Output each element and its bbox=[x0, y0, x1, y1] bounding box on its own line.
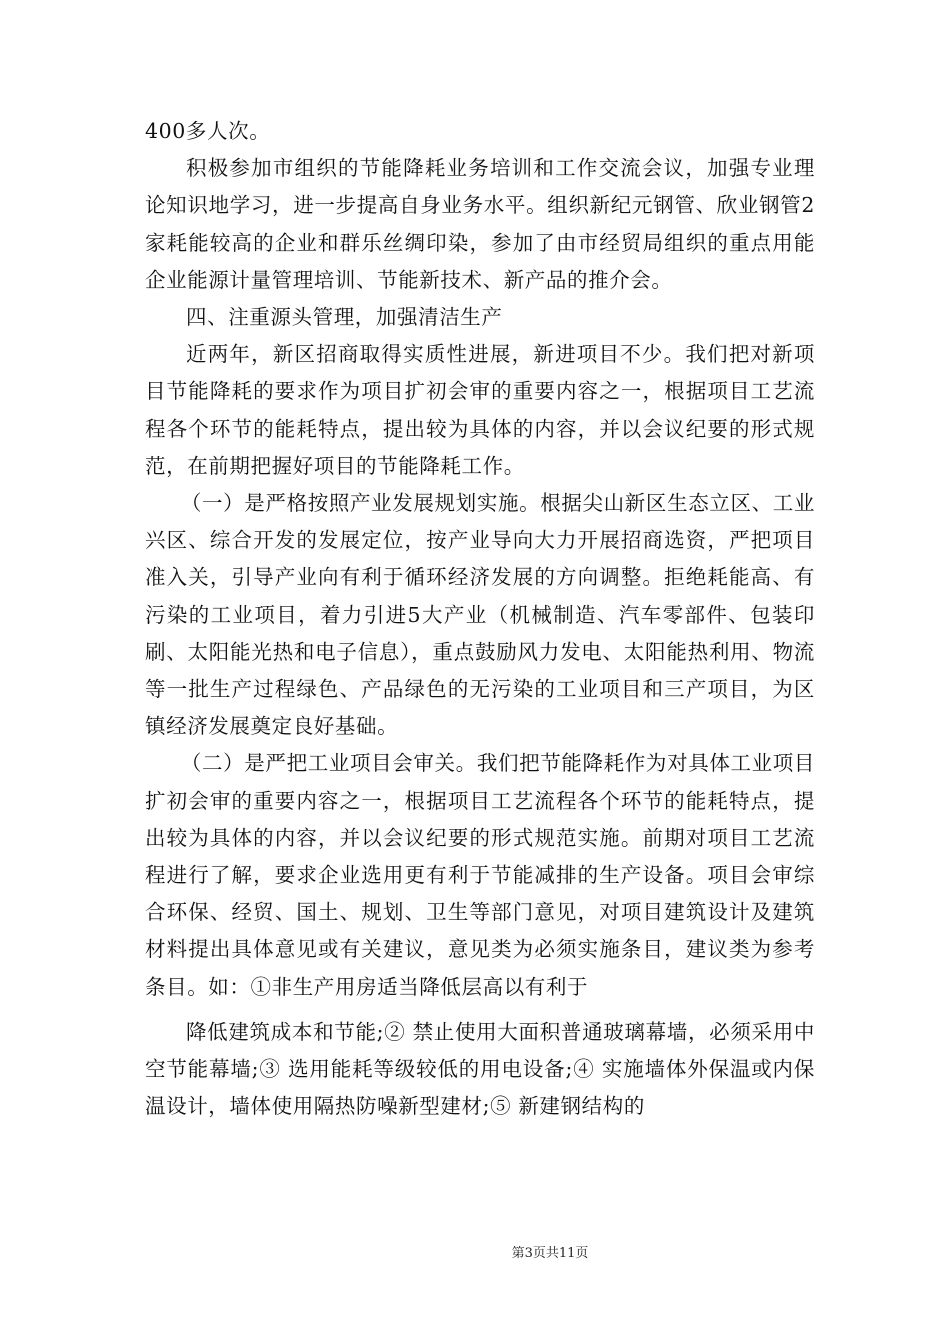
document-body bbox=[145, 113, 815, 1125]
paragraph-training: 积极参加市组织的节能降耗业务培训和工作交流会议，加强专业理论知识地学习，进一步提高自身业务水平。组织新纪元钢管、欣业钢管2家耗能较高的企业和群乐丝绸印染，参加了由市经贸局组织的重点用能企业能源计量管理培训、节能新技术、新产品的推介会。 bbox=[145, 156, 815, 292]
paragraph-item-two: （二）是严把工业项目会审关。我们把节能降耗作为对具体工业项目扩初会审的重要内容之一，根据项目工艺流程各个环节的能耗特点，提出较为具体的内容，并以会议纪要的形式规范实施。前期对项目工艺流程进行了解，要求企业选用更有利于节能减排的生产设备。项目会审综合环保、经贸、国土、规划、卫生等部门意见，对项目建筑设计及建筑材料提出具体意见或有关建议，意见类为必须实施条目，建议类为参考条目。如：①非生产用房适当降低层高以有利于 bbox=[145, 751, 815, 999]
page-footer bbox=[0, 1246, 950, 1262]
paragraph-continuation: 400多人次。 bbox=[145, 119, 271, 143]
paragraph-measures: 降低建筑成本和节能;② 禁止使用大面积普通玻璃幕墙，必须采用中空节能幕墙;③ 选用能耗等级较低的用电设备;④ 实施墙体外保温或内保温设计，墙体使用隔热防噪新型建材;⑤ 新建钢结构的 bbox=[145, 1019, 815, 1119]
section-heading-four: 四、注重源头管理，加强清洁生产 bbox=[186, 305, 503, 330]
paragraph-new-projects: 近两年，新区招商取得实质性进展，新进项目不少。我们把对新项目节能降耗的要求作为项目扩初会审的重要内容之一，根据项目工艺流程各个环节的能耗特点，提出较为具体的内容，并以会议纪要的形式规范，在前期把握好项目的节能降耗工作。 bbox=[145, 342, 815, 478]
page-number: 第3页共11页 bbox=[511, 1246, 589, 1261]
paragraph-item-one: （一）是严格按照产业发展规划实施。根据尖山新区生态立区、工业兴区、综合开发的发展定位，按产业导向大力开展招商选资，严把项目准入关，引导产业向有利于循环经济发展的方向调整。拒绝耗能高、有污染的工业项目，着力引进5大产业（机械制造、汽车零部件、包装印刷、太阳能光热和电子信息），重点鼓励风力发电、太阳能热利用、物流等一批生产过程绿色、产品绿色的无污染的工业项目和三产项目，为区镇经济发展奠定良好基础。 bbox=[145, 491, 815, 739]
